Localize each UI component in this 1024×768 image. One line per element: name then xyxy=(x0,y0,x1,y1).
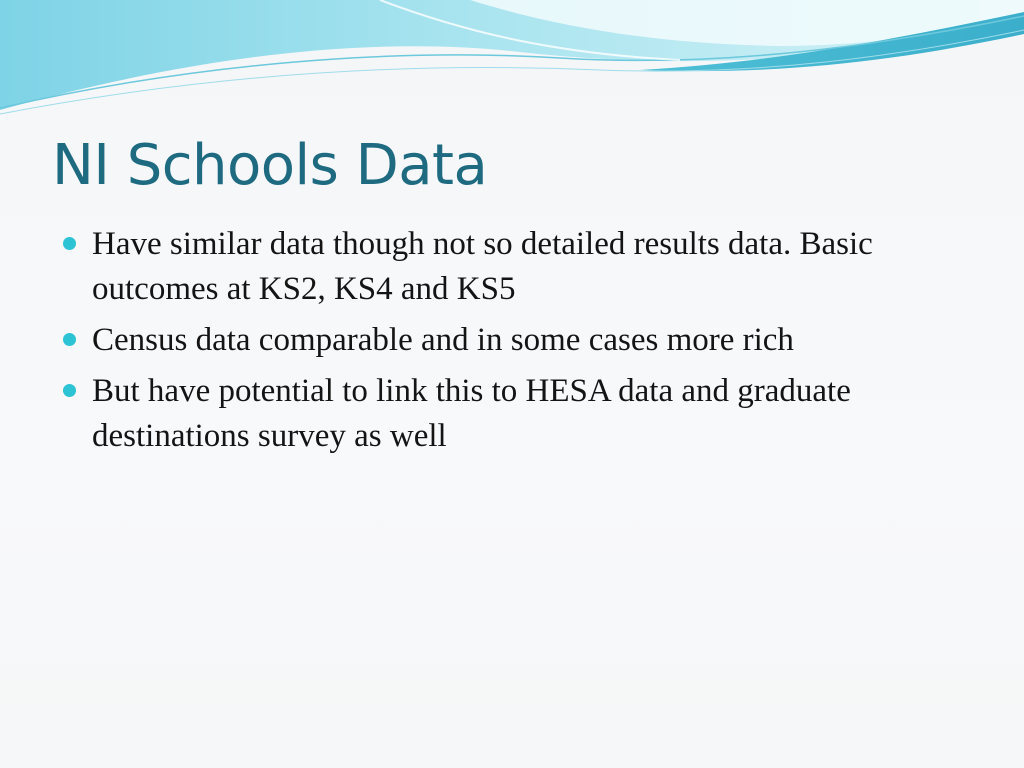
bullet-list xyxy=(62,222,982,465)
bullet-marker-icon xyxy=(63,333,76,346)
bullet-marker-icon xyxy=(63,237,76,250)
header-wave-decoration xyxy=(0,0,1024,130)
slide-title: NI Schools Data xyxy=(52,133,488,198)
bullet-item xyxy=(62,369,982,459)
bullet-text: Have similar data though not so detailed results data. Basic outcomes at KS2, KS4 and KS5 xyxy=(92,226,873,307)
bullet-item xyxy=(62,318,982,363)
bullet-text: But have potential to link this to HESA data and graduate destinations survey as well xyxy=(92,373,851,454)
bullet-marker-icon xyxy=(63,384,76,397)
bullet-item xyxy=(62,222,982,312)
bullet-text: Census data comparable and in some cases more rich xyxy=(92,322,794,358)
